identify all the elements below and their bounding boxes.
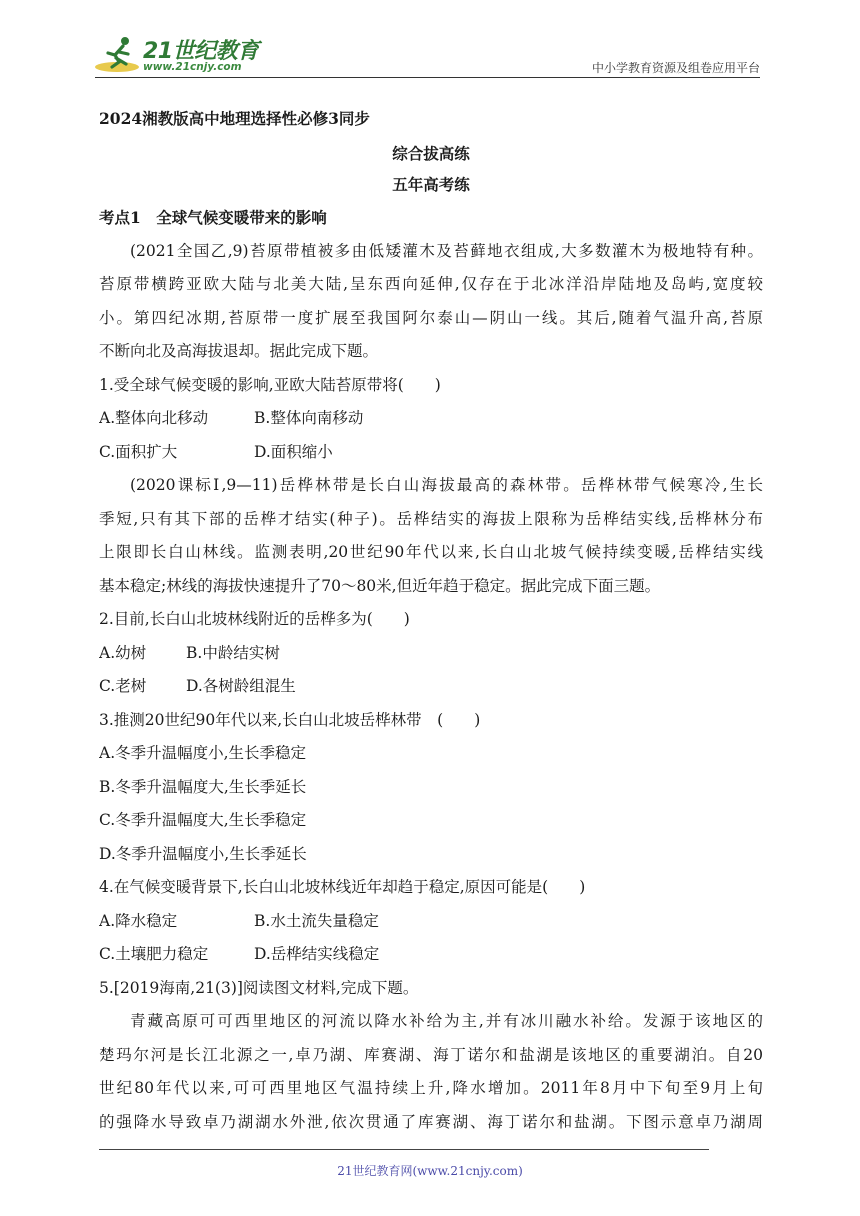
runner-logo-icon bbox=[95, 34, 141, 74]
option-c[interactable]: C.土壤肥力稳定 bbox=[99, 945, 209, 963]
option-c[interactable]: C.冬季升温幅度大,生长季稳定 bbox=[99, 811, 307, 829]
passage-1 bbox=[99, 235, 763, 369]
option-row bbox=[99, 436, 763, 470]
option-c[interactable]: C.老树 bbox=[99, 677, 147, 695]
option-row bbox=[99, 938, 763, 972]
option-b[interactable]: B.冬季升温幅度大,生长季延长 bbox=[99, 777, 307, 796]
option-row bbox=[99, 905, 763, 939]
option-c[interactable]: C.面积扩大 bbox=[99, 442, 178, 461]
document-body bbox=[99, 99, 763, 1139]
logo-url: www.21cnjy.com bbox=[143, 61, 242, 73]
passage-line: 苔原带横跨亚欧大陆与北美大陆,呈东西向延伸,仅存在于北冰洋沿岸陆地及岛屿,宽度较 bbox=[99, 275, 763, 293]
passage-line: 不断向北及高海拔退却。据此完成下题。 bbox=[99, 342, 379, 360]
question-2 bbox=[99, 603, 763, 704]
footer-divider bbox=[99, 1149, 709, 1150]
option-row bbox=[99, 402, 763, 436]
passage-line: 的强降水导致卓乃湖湖水外泄,依次贯通了库赛湖、海丁诺尔和盐湖。下图示意卓乃湖周 bbox=[99, 1112, 763, 1131]
question-5-stem: 5.[2019海南,21(3)]阅读图文材料,完成下题。 bbox=[99, 978, 419, 997]
passage-line: (2020课标Ⅰ,9—11)岳桦林带是长白山海拔最高的森林带。岳桦林带气候寒冷,生长 bbox=[130, 476, 763, 494]
passage-line: 季短,只有其下部的岳桦才结实(种子)。岳桦结实的海拔上限称为岳桦结实线,岳桦林分布 bbox=[99, 509, 763, 528]
logo-text: 21世纪教育 bbox=[143, 39, 259, 64]
option-d[interactable]: D.冬季升温幅度小,生长季延长 bbox=[99, 844, 307, 863]
passage-line: 基本稳定;林线的海拔快速提升了70～80米,但近年趋于稳定。据此完成下面三题。 bbox=[99, 576, 661, 595]
option-b[interactable]: B.水土流失量稳定 bbox=[254, 911, 379, 930]
page-header bbox=[95, 30, 760, 80]
passage-line: 小。第四纪冰期,苔原带一度扩展至我国阿尔泰山—阴山一线。其后,随着气温升高,苔原 bbox=[99, 308, 763, 327]
option-a[interactable]: A.幼树 bbox=[99, 643, 147, 662]
passage-line: 楚玛尔河是长江北源之一,卓乃湖、库赛湖、海丁诺尔和盐湖是该地区的重要湖泊。自20 bbox=[99, 1045, 763, 1064]
option-a[interactable]: A.降水稳定 bbox=[99, 911, 178, 930]
header-divider bbox=[95, 77, 760, 78]
section-heading: 考点1 全球气候变暖带来的影响 bbox=[99, 208, 327, 227]
option-row bbox=[99, 637, 763, 671]
question-4 bbox=[99, 871, 763, 972]
question-stem: 2.目前,长白山北坡林线附近的岳桦多为( ) bbox=[99, 610, 410, 628]
passage-line: 上限即长白山林线。监测表明,20世纪90年代以来,长白山北坡气候持续变暖,岳桦结实线 bbox=[99, 543, 763, 561]
question-stem: 3.推测20世纪90年代以来,长白山北坡岳桦林带 ( ) bbox=[99, 710, 481, 729]
option-a[interactable]: A.冬季升温幅度小,生长季稳定 bbox=[99, 744, 307, 762]
footer-link[interactable]: 21世纪教育网(www.21cnjy.com) bbox=[337, 1164, 523, 1178]
passage-line: 世纪80年代以来,可可西里地区气温持续上升,降水增加。2011年8月中下旬至9月上旬 bbox=[99, 1079, 763, 1097]
passage-3 bbox=[99, 1005, 763, 1139]
option-b[interactable]: B.整体向南移动 bbox=[254, 409, 364, 427]
passage-2 bbox=[99, 469, 763, 603]
site-logo[interactable] bbox=[95, 34, 260, 74]
option-b[interactable]: B.中龄结实树 bbox=[186, 643, 280, 662]
question-stem: 1.受全球气候变暖的影响,亚欧大陆苔原带将( ) bbox=[99, 375, 441, 394]
passage-line: (2021全国乙,9)苔原带植被多由低矮灌木及苔藓地衣组成,大多数灌木为极地特有种。 bbox=[130, 241, 763, 260]
option-row bbox=[99, 670, 763, 704]
question-stem: 4.在气候变暖背景下,长白山北坡林线近年却趋于稳定,原因可能是( ) bbox=[99, 878, 586, 896]
option-d[interactable]: D.岳桦结实线稳定 bbox=[254, 945, 380, 963]
heading-comprehensive: 综合拔高练 bbox=[392, 144, 470, 163]
option-d[interactable]: D.面积缩小 bbox=[254, 442, 333, 461]
question-3 bbox=[99, 704, 763, 872]
question-1 bbox=[99, 369, 763, 470]
passage-line: 青藏高原可可西里地区的河流以降水补给为主,并有冰川融水补给。发源于该地区的 bbox=[130, 1012, 763, 1030]
option-a[interactable]: A.整体向北移动 bbox=[99, 409, 209, 427]
doc-title: 2024湘教版高中地理选择性必修3同步 bbox=[99, 109, 370, 128]
header-platform-text: 中小学教育资源及组卷应用平台 bbox=[591, 61, 760, 75]
heading-five-year: 五年高考练 bbox=[392, 175, 470, 194]
option-d[interactable]: D.各树龄组混生 bbox=[186, 677, 296, 695]
